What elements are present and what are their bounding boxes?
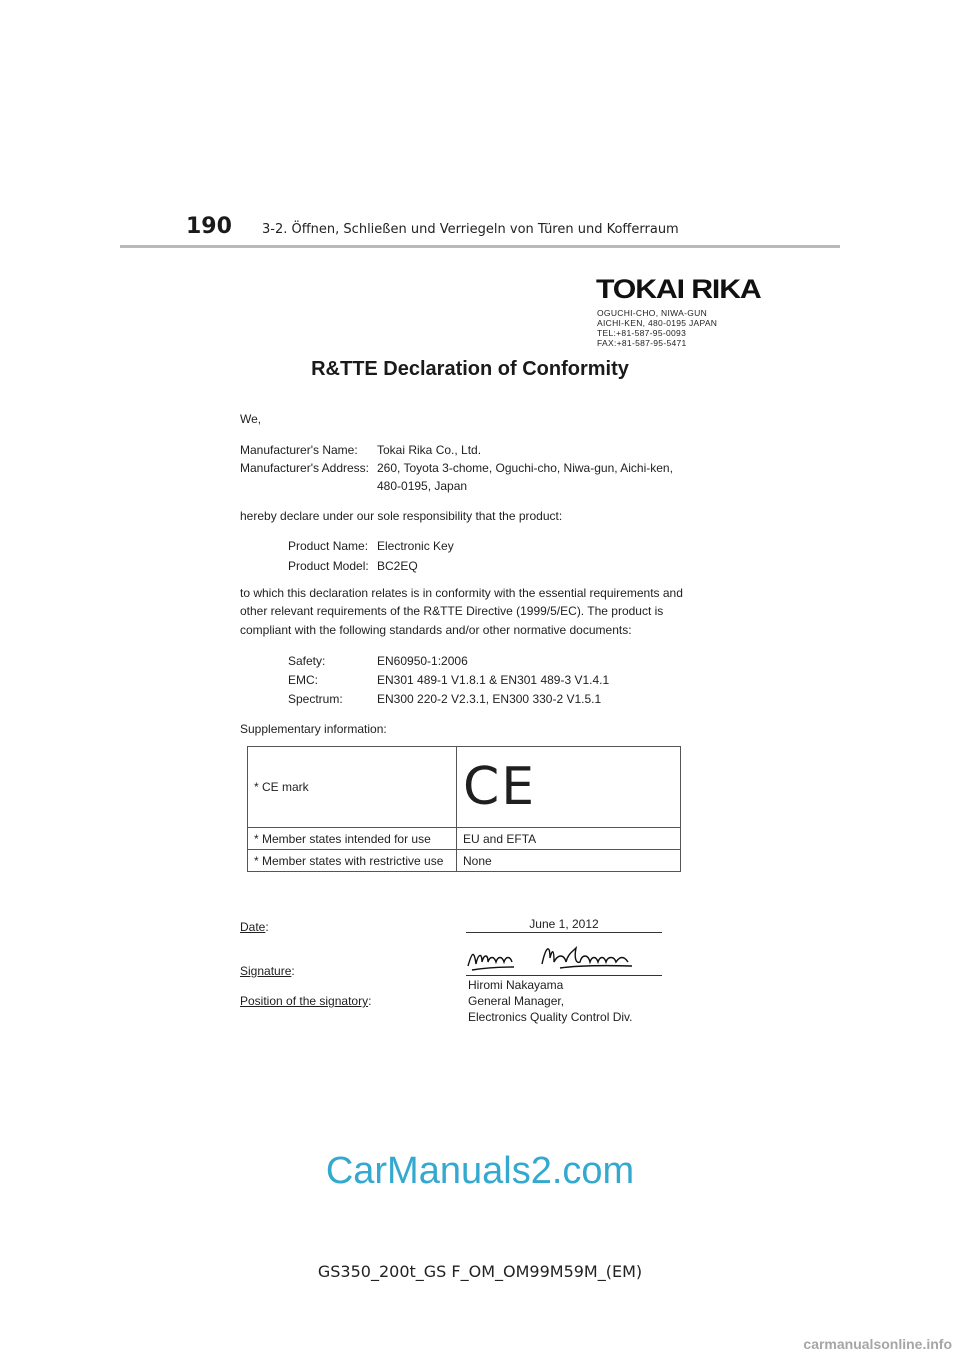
product-name-label: Product Name: [288, 539, 369, 553]
footer-document-code: GS350_200t_GS F_OM_OM99M59M_(EM) [317, 1262, 643, 1281]
manufacturer-name: Tokai Rika Co., Ltd. [377, 443, 482, 457]
safety-value: EN60950-1:2006 [377, 654, 468, 668]
signatory-department: Electronics Quality Control Div. [468, 1010, 633, 1024]
safety-label: Safety: [288, 654, 326, 668]
supplementary-table [247, 746, 681, 872]
manufacturer-name-label: Manufacturer's Name: [240, 443, 358, 457]
manufacturer-address-line-1: 260, Toyota 3-chome, Oguchi-cho, Niwa-gun, Aichi-ken, [377, 461, 673, 475]
date-label-wrap: Date: [240, 920, 269, 934]
declaration-statement: hereby declare under our sole responsibility that the product: [240, 509, 563, 523]
signature-label-wrap: Signature: [240, 964, 295, 978]
date-value: June 1, 2012 [529, 917, 599, 931]
conformity-line-3: compliant with the following standards and/or other normative documents: [240, 623, 632, 637]
signature-label: Signature [240, 964, 292, 978]
handwritten-signature [464, 940, 654, 976]
date-label: Date [240, 920, 266, 934]
product-name: Electronic Key [377, 539, 454, 553]
table-row [248, 828, 681, 850]
conformity-line-1: to which this declaration relates is in conformity with the essential requirements and [240, 586, 683, 600]
page-number: 190 [186, 214, 232, 239]
manufacturer-address-line-2: 480-0195, Japan [377, 479, 468, 493]
supplementary-label: Supplementary information: [240, 722, 387, 736]
signature-line [466, 975, 662, 976]
address-line-4: FAX:+81-587-95-5471 [597, 338, 687, 348]
signatory-title: General Manager, [468, 994, 565, 1008]
table-row [248, 747, 681, 828]
address-line-2: AICHI-KEN, 480-0195 JAPAN [597, 318, 718, 328]
ce-mark-cell [457, 747, 681, 828]
position-label: Position of the signatory [240, 994, 369, 1008]
manufacturer-address-label: Manufacturer's Address: [240, 461, 370, 475]
product-model-label: Product Model: [288, 559, 369, 573]
corner-watermark: carmanualsonline.info [803, 1336, 952, 1352]
member-intended-value: EU and EFTA [457, 828, 681, 850]
address-line-3: TEL:+81-587-95-0093 [597, 328, 687, 338]
conformity-line-2: other relevant requirements of the R&TTE Directive (1999/5/EC). The product is [240, 604, 664, 618]
watermark-text: CarManuals2.com [325, 1150, 635, 1192]
spectrum-label: Spectrum: [288, 692, 343, 706]
date-line [466, 932, 662, 933]
ce-mark-icon: CE [463, 757, 537, 817]
section-title: 3-2. Öffnen, Schließen und Verriegeln von Türen und Kofferraum [262, 222, 679, 237]
address-line-1: OGUCHI-CHO, NIWA-GUN [597, 308, 708, 318]
emc-label: EMC: [288, 673, 318, 687]
member-restrictive-label: * Member states with restrictive use [248, 850, 457, 872]
header-divider [120, 245, 840, 248]
we-text: We, [240, 412, 262, 426]
table-row [248, 850, 681, 872]
position-label-wrap: Position of the signatory: [240, 994, 372, 1008]
member-restrictive-value: None [457, 850, 681, 872]
spectrum-value: EN300 220-2 V2.3.1, EN300 330-2 V1.5.1 [377, 692, 602, 706]
signatory-name: Hiromi Nakayama [468, 978, 564, 992]
ce-mark-label: * CE mark [248, 747, 457, 828]
document-title: R&TTE Declaration of Conformity [311, 358, 629, 380]
product-model: BC2EQ [377, 559, 418, 573]
company-logo: TOKAI RIKA [596, 274, 761, 304]
member-intended-label: * Member states intended for use [248, 828, 457, 850]
emc-value: EN301 489-1 V1.8.1 & EN301 489-3 V1.4.1 [377, 673, 610, 687]
